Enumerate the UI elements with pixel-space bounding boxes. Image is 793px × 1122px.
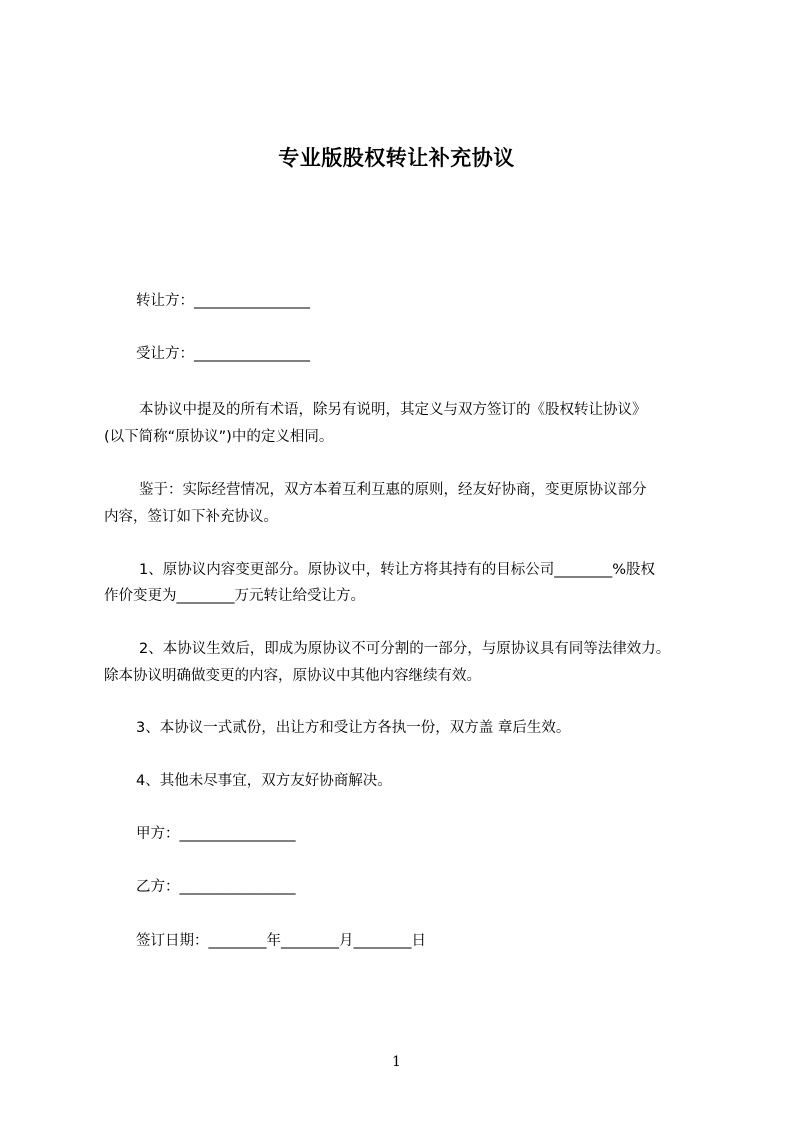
party-a-line: 甲方：________________ xyxy=(136,826,296,842)
clause-2-line-2: 除本协议明确做变更的内容，原协议中其他内容继续有效。 xyxy=(104,668,481,684)
clause-2-line-1: 2、本协议生效后，即成为原协议不可分割的一部分，与原协议具有同等法律效力。 xyxy=(139,641,671,657)
party-b-line: 乙方：________________ xyxy=(136,879,296,895)
whereas-line-2: 内容，签订如下补充协议。 xyxy=(104,509,278,525)
clause-3: 3、本协议一式贰份，出让方和受让方各执一份，双方盖 章后生效。 xyxy=(136,720,571,736)
clause-4: 4、其他未尽事宜，双方友好协商解决。 xyxy=(136,773,392,789)
preamble-line-1: 本协议中提及的所有术语，除另有说明，其定义与双方签订的《股权转让协议》 xyxy=(139,402,647,418)
preamble-line-2: (以下简称“原协议”)中的定义相同。 xyxy=(104,429,334,445)
clause-1-line-2: 作价变更为________万元转让给受让方。 xyxy=(104,588,365,604)
transferor-line: 转让方：________________ xyxy=(136,293,310,309)
page-number: 1 xyxy=(392,1054,401,1070)
whereas-line-1: 鉴于：实际经营情况，双方本着互利互惠的原则，经友好协商，变更原协议部分 xyxy=(139,482,647,498)
clause-1-line-1: 1、原协议内容变更部分。原协议中，转让方将其持有的目标公司________%股权 xyxy=(139,562,656,578)
sign-date-line: 签订日期：________年________月________日 xyxy=(136,933,426,949)
transferee-line: 受让方：________________ xyxy=(136,346,310,362)
document-title: 专业版股权转让补充协议 xyxy=(278,146,515,170)
